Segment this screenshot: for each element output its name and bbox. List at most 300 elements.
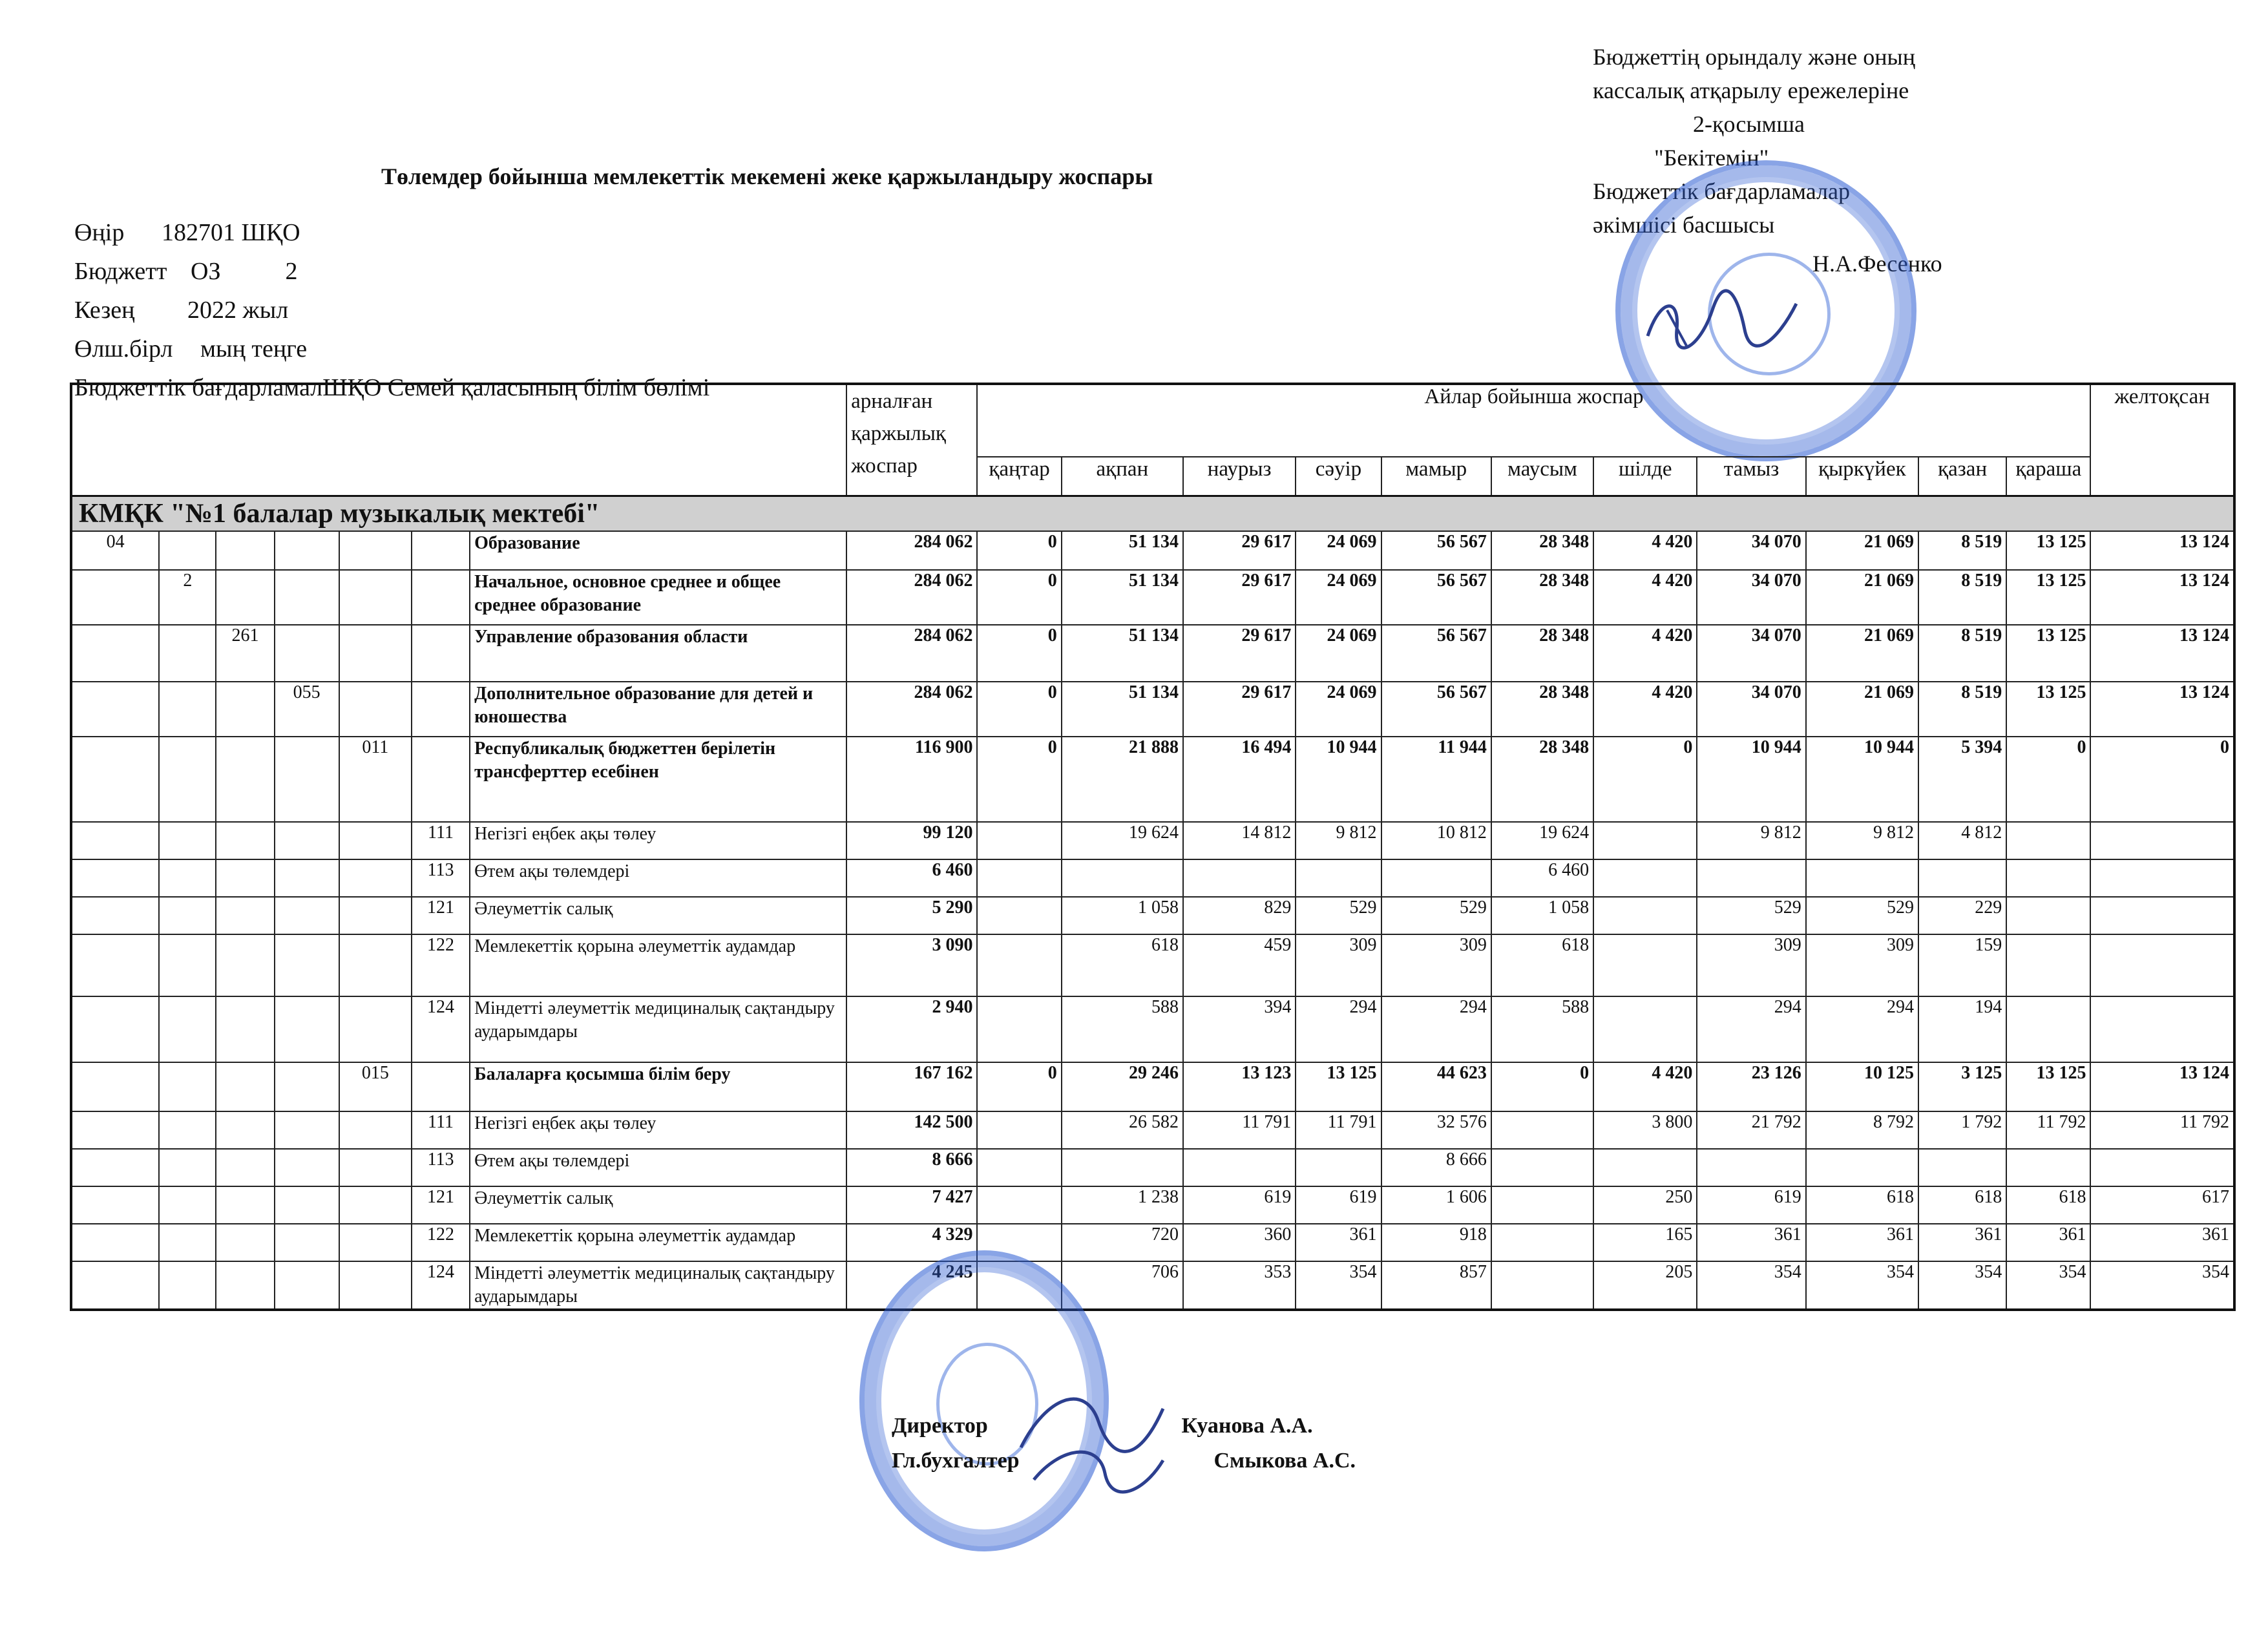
code-cell-c2 xyxy=(159,822,216,859)
code-cell-c2 xyxy=(159,625,216,682)
code-cell-c1 xyxy=(71,934,159,996)
month-amount-apr: 24 069 xyxy=(1296,531,1381,570)
meta-unit-label: Өлш.бірл xyxy=(74,335,173,362)
item-name-cell: Управление образования области xyxy=(470,625,846,682)
table-row xyxy=(71,682,2234,737)
month-amount-oct: 229 xyxy=(1918,897,2006,934)
month-header-may: мамыр xyxy=(1381,457,1491,496)
month-amount-jun: 0 xyxy=(1491,1062,1593,1111)
month-amount-feb: 29 246 xyxy=(1062,1062,1183,1111)
month-amount-apr: 529 xyxy=(1296,897,1381,934)
month-amount-oct: 361 xyxy=(1918,1224,2006,1261)
code-cell-c1 xyxy=(71,1149,159,1186)
month-header-sep: қыркүйек xyxy=(1806,457,1918,496)
annual-amount-cell: 5 290 xyxy=(846,897,977,934)
code-cell-c1 xyxy=(71,1111,159,1149)
handwritten-signature xyxy=(1008,1370,1176,1499)
month-amount-mar: 619 xyxy=(1183,1186,1296,1224)
approval-signer: Н.А.Фесенко xyxy=(1812,251,1942,277)
meta-region-value: 182701 ШҚО xyxy=(162,219,300,246)
month-header-nov: қараша xyxy=(2006,457,2090,496)
item-name-cell: Міндетті әлеуметтік медициналық сақтандыру аударымдары xyxy=(470,996,846,1062)
meta-program-value: ШҚО Семей қаласының білім бөлімі xyxy=(322,374,710,401)
month-amount-jul: 4 420 xyxy=(1593,531,1697,570)
meta-unit-value: мың теңге xyxy=(200,335,308,362)
month-amount-sep: 529 xyxy=(1806,897,1918,934)
month-amount-jul xyxy=(1593,934,1697,996)
month-amount-jan xyxy=(977,1149,1061,1186)
code-cell-c3 xyxy=(216,1186,274,1224)
code-cell-c2 xyxy=(159,531,216,570)
month-amount-jan xyxy=(977,1111,1061,1149)
month-amount-jun: 28 348 xyxy=(1491,625,1593,682)
code-cell-c5 xyxy=(339,1261,412,1310)
annual-amount-cell: 7 427 xyxy=(846,1186,977,1224)
code-cell-c6: 113 xyxy=(412,1149,470,1186)
month-amount-dec: 13 124 xyxy=(2090,531,2234,570)
annual-amount-cell: 284 062 xyxy=(846,531,977,570)
item-name-cell: Дополнительное образование для детей и юношества xyxy=(470,682,846,737)
code-cell-c1 xyxy=(71,822,159,859)
code-cell-c3 xyxy=(216,570,274,625)
code-cell-c2 xyxy=(159,859,216,897)
month-amount-jan: 0 xyxy=(977,737,1061,822)
table-row xyxy=(71,1261,2234,1310)
month-amount-apr: 24 069 xyxy=(1296,570,1381,625)
item-name-cell: Начальное, основное среднее и общее среднее образование xyxy=(470,570,846,625)
annual-amount-cell: 116 900 xyxy=(846,737,977,822)
month-header-aug: тамыз xyxy=(1697,457,1805,496)
code-cell-c1 xyxy=(71,625,159,682)
month-amount-sep: 309 xyxy=(1806,934,1918,996)
month-amount-apr: 619 xyxy=(1296,1186,1381,1224)
code-cell-c4 xyxy=(275,625,339,682)
month-amount-jan xyxy=(977,897,1061,934)
month-amount-apr: 309 xyxy=(1296,934,1381,996)
month-amount-aug: 23 126 xyxy=(1697,1062,1805,1111)
month-amount-jul: 165 xyxy=(1593,1224,1697,1261)
code-cell-c6: 121 xyxy=(412,897,470,934)
month-amount-apr: 11 791 xyxy=(1296,1111,1381,1149)
month-amount-dec: 13 124 xyxy=(2090,625,2234,682)
code-cell-c5 xyxy=(339,625,412,682)
month-amount-nov: 0 xyxy=(2006,737,2090,822)
month-amount-dec xyxy=(2090,1149,2234,1186)
month-amount-jul: 3 800 xyxy=(1593,1111,1697,1149)
month-amount-jun xyxy=(1491,1224,1593,1261)
annual-amount-cell: 99 120 xyxy=(846,822,977,859)
month-amount-mar: 14 812 xyxy=(1183,822,1296,859)
month-amount-nov: 13 125 xyxy=(2006,625,2090,682)
month-amount-may: 11 944 xyxy=(1381,737,1491,822)
code-cell-c2 xyxy=(159,897,216,934)
meta-region xyxy=(74,213,709,252)
month-amount-jan xyxy=(977,822,1061,859)
month-amount-oct: 4 812 xyxy=(1918,822,2006,859)
code-cell-c2 xyxy=(159,737,216,822)
month-amount-jul xyxy=(1593,996,1697,1062)
annual-amount-cell: 6 460 xyxy=(846,859,977,897)
code-cell-c6 xyxy=(412,682,470,737)
month-amount-mar: 29 617 xyxy=(1183,682,1296,737)
code-cell-c6: 124 xyxy=(412,1261,470,1310)
month-amount-nov xyxy=(2006,897,2090,934)
month-amount-aug: 354 xyxy=(1697,1261,1805,1310)
code-cell-c5 xyxy=(339,531,412,570)
item-name-cell: Республикалық бюджеттен берілетін трансферттер есебінен xyxy=(470,737,846,822)
months-plan-header: Айлар бойынша жоспар xyxy=(977,384,2090,457)
month-amount-jan xyxy=(977,996,1061,1062)
month-amount-aug: 529 xyxy=(1697,897,1805,934)
code-cell-c4 xyxy=(275,1224,339,1261)
month-header-dec: желтоқсан xyxy=(2090,384,2234,496)
code-cell-c1 xyxy=(71,996,159,1062)
table-row xyxy=(71,822,2234,859)
month-amount-may: 1 606 xyxy=(1381,1186,1491,1224)
month-amount-jun xyxy=(1491,1261,1593,1310)
month-amount-nov: 13 125 xyxy=(2006,531,2090,570)
month-amount-jan: 0 xyxy=(977,682,1061,737)
month-amount-mar: 16 494 xyxy=(1183,737,1296,822)
month-amount-may: 8 666 xyxy=(1381,1149,1491,1186)
month-amount-dec: 13 124 xyxy=(2090,1062,2234,1111)
month-amount-aug: 34 070 xyxy=(1697,531,1805,570)
month-amount-nov: 13 125 xyxy=(2006,682,2090,737)
code-cell-c6 xyxy=(412,625,470,682)
month-amount-apr xyxy=(1296,1149,1381,1186)
month-amount-oct: 354 xyxy=(1918,1261,2006,1310)
code-cell-c3 xyxy=(216,1149,274,1186)
month-amount-jan xyxy=(977,934,1061,996)
month-amount-nov: 13 125 xyxy=(2006,570,2090,625)
code-cell-c1 xyxy=(71,570,159,625)
month-amount-jun: 28 348 xyxy=(1491,531,1593,570)
month-amount-mar xyxy=(1183,859,1296,897)
month-amount-oct: 3 125 xyxy=(1918,1062,2006,1111)
month-amount-jun: 28 348 xyxy=(1491,737,1593,822)
code-cell-c3 xyxy=(216,737,274,822)
annual-amount-cell: 142 500 xyxy=(846,1111,977,1149)
month-amount-oct: 8 519 xyxy=(1918,682,2006,737)
code-cell-c6 xyxy=(412,531,470,570)
month-amount-may: 918 xyxy=(1381,1224,1491,1261)
accountant-name: Смыкова А.С. xyxy=(1213,1449,1356,1473)
month-amount-feb: 720 xyxy=(1062,1224,1183,1261)
month-amount-apr: 9 812 xyxy=(1296,822,1381,859)
month-amount-jan xyxy=(977,859,1061,897)
month-amount-jul: 4 420 xyxy=(1593,1062,1697,1111)
month-amount-may: 10 812 xyxy=(1381,822,1491,859)
item-name-cell: Негізгі еңбек ақы төлеу xyxy=(470,822,846,859)
month-amount-may xyxy=(1381,859,1491,897)
table-row xyxy=(71,1186,2234,1224)
annual-amount-cell: 4 245 xyxy=(846,1261,977,1310)
meta-period xyxy=(74,291,709,330)
code-cell-c6: 122 xyxy=(412,934,470,996)
month-amount-jun: 28 348 xyxy=(1491,570,1593,625)
month-header-jan: қаңтар xyxy=(977,457,1061,496)
month-amount-sep xyxy=(1806,859,1918,897)
approval-line-3: 2-қосымша xyxy=(1693,111,1805,137)
month-amount-feb: 51 134 xyxy=(1062,682,1183,737)
month-amount-nov: 354 xyxy=(2006,1261,2090,1310)
month-amount-jul: 4 420 xyxy=(1593,682,1697,737)
meta-budget-label: Бюджетт xyxy=(74,258,167,285)
code-cell-c4 xyxy=(275,1149,339,1186)
month-amount-oct xyxy=(1918,1149,2006,1186)
item-name-cell: Міндетті әлеуметтік медициналық сақтандыру аударымдары xyxy=(470,1261,846,1310)
month-amount-jul: 4 420 xyxy=(1593,570,1697,625)
month-amount-feb xyxy=(1062,1149,1183,1186)
item-name-cell: Әлеуметтік салық xyxy=(470,1186,846,1224)
code-cell-c5 xyxy=(339,1111,412,1149)
table-row xyxy=(71,737,2234,822)
month-amount-jan: 0 xyxy=(977,531,1061,570)
code-cell-c4 xyxy=(275,570,339,625)
month-amount-apr: 24 069 xyxy=(1296,625,1381,682)
table-row xyxy=(71,1062,2234,1111)
code-cell-c1 xyxy=(71,682,159,737)
accountant-role: Гл.бухгалтер xyxy=(892,1449,1020,1473)
table-row xyxy=(71,570,2234,625)
month-amount-aug: 10 944 xyxy=(1697,737,1805,822)
code-cell-c4: 055 xyxy=(275,682,339,737)
month-amount-dec: 354 xyxy=(2090,1261,2234,1310)
month-amount-oct: 8 519 xyxy=(1918,531,2006,570)
plan-table xyxy=(70,383,2236,1311)
month-amount-aug: 34 070 xyxy=(1697,682,1805,737)
code-cell-c5 xyxy=(339,682,412,737)
month-amount-dec xyxy=(2090,996,2234,1062)
approval-signature xyxy=(1641,284,1809,362)
meta-period-value: 2022 жыл xyxy=(187,297,289,324)
month-amount-sep: 21 069 xyxy=(1806,531,1918,570)
code-cell-c2 xyxy=(159,1062,216,1111)
approval-line-2: кассалық атқарылу ережелеріне xyxy=(1593,78,1909,103)
month-amount-mar: 11 791 xyxy=(1183,1111,1296,1149)
month-amount-jan: 0 xyxy=(977,625,1061,682)
annual-amount-cell: 4 329 xyxy=(846,1224,977,1261)
month-amount-jun xyxy=(1491,1186,1593,1224)
month-amount-feb: 19 624 xyxy=(1062,822,1183,859)
code-cell-c5: 015 xyxy=(339,1062,412,1111)
month-amount-nov xyxy=(2006,822,2090,859)
code-cell-c6: 113 xyxy=(412,859,470,897)
month-amount-nov xyxy=(2006,934,2090,996)
month-amount-aug: 9 812 xyxy=(1697,822,1805,859)
month-amount-sep: 9 812 xyxy=(1806,822,1918,859)
month-amount-feb: 21 888 xyxy=(1062,737,1183,822)
code-cell-c2 xyxy=(159,934,216,996)
item-name-cell: Әлеуметтік салық xyxy=(470,897,846,934)
month-amount-aug: 619 xyxy=(1697,1186,1805,1224)
header-blank xyxy=(71,384,846,496)
code-cell-c3: 261 xyxy=(216,625,274,682)
month-amount-jul: 0 xyxy=(1593,737,1697,822)
code-cell-c1 xyxy=(71,1261,159,1310)
month-amount-mar: 360 xyxy=(1183,1224,1296,1261)
annual-amount-cell: 284 062 xyxy=(846,682,977,737)
month-amount-oct: 8 519 xyxy=(1918,625,2006,682)
month-header-apr: сәуір xyxy=(1296,457,1381,496)
table-row xyxy=(71,897,2234,934)
code-cell-c5: 011 xyxy=(339,737,412,822)
code-cell-c1 xyxy=(71,1224,159,1261)
month-amount-aug xyxy=(1697,1149,1805,1186)
code-cell-c2: 2 xyxy=(159,570,216,625)
annual-amount-cell: 2 940 xyxy=(846,996,977,1062)
code-cell-c4 xyxy=(275,1261,339,1310)
month-amount-nov: 11 792 xyxy=(2006,1111,2090,1149)
month-amount-may: 56 567 xyxy=(1381,531,1491,570)
month-amount-mar: 13 123 xyxy=(1183,1062,1296,1111)
month-amount-aug xyxy=(1697,859,1805,897)
month-amount-oct: 194 xyxy=(1918,996,2006,1062)
director-name: Куанова А.А. xyxy=(1181,1414,1313,1438)
code-cell-c5 xyxy=(339,1186,412,1224)
month-amount-mar xyxy=(1183,1149,1296,1186)
month-header-jul: шілде xyxy=(1593,457,1697,496)
meta-budget xyxy=(74,252,709,291)
table-row xyxy=(71,1149,2234,1186)
month-amount-nov xyxy=(2006,859,2090,897)
code-cell-c1 xyxy=(71,859,159,897)
month-amount-dec: 11 792 xyxy=(2090,1111,2234,1149)
month-amount-dec: 0 xyxy=(2090,737,2234,822)
month-amount-jun: 588 xyxy=(1491,996,1593,1062)
month-amount-may: 56 567 xyxy=(1381,682,1491,737)
month-header-jun: маусым xyxy=(1491,457,1593,496)
month-amount-oct: 1 792 xyxy=(1918,1111,2006,1149)
code-cell-c4 xyxy=(275,531,339,570)
approval-line-6: әкімшісі басшысы xyxy=(1593,212,1775,238)
code-cell-c3 xyxy=(216,1111,274,1149)
item-name-cell: Мемлекеттік қорына әлеуметтік аудамдар xyxy=(470,934,846,996)
month-amount-oct: 8 519 xyxy=(1918,570,2006,625)
code-cell-c6: 111 xyxy=(412,822,470,859)
code-cell-c4 xyxy=(275,737,339,822)
item-name-cell: Балаларға қосымша білім беру xyxy=(470,1062,846,1111)
month-header-feb: ақпан xyxy=(1062,457,1183,496)
month-amount-feb: 706 xyxy=(1062,1261,1183,1310)
code-cell-c4 xyxy=(275,996,339,1062)
code-cell-c2 xyxy=(159,682,216,737)
table-row xyxy=(71,996,2234,1062)
month-amount-jun xyxy=(1491,1149,1593,1186)
month-amount-jun: 19 624 xyxy=(1491,822,1593,859)
director-role: Директор xyxy=(892,1414,988,1438)
code-cell-c3 xyxy=(216,859,274,897)
code-cell-c3 xyxy=(216,934,274,996)
month-amount-may: 56 567 xyxy=(1381,570,1491,625)
month-amount-jul xyxy=(1593,1149,1697,1186)
code-cell-c2 xyxy=(159,1261,216,1310)
month-amount-sep xyxy=(1806,1149,1918,1186)
month-amount-mar: 459 xyxy=(1183,934,1296,996)
month-amount-mar: 829 xyxy=(1183,897,1296,934)
month-amount-feb: 51 134 xyxy=(1062,531,1183,570)
month-amount-dec xyxy=(2090,822,2234,859)
meta-block xyxy=(74,213,709,407)
code-cell-c2 xyxy=(159,1149,216,1186)
item-name-cell: Өтем ақы төлемдері xyxy=(470,1149,846,1186)
month-amount-jul xyxy=(1593,897,1697,934)
month-amount-sep: 21 069 xyxy=(1806,682,1918,737)
month-amount-mar: 353 xyxy=(1183,1261,1296,1310)
meta-budget-value-2: 2 xyxy=(285,258,298,285)
month-amount-may: 309 xyxy=(1381,934,1491,996)
code-cell-c4 xyxy=(275,934,339,996)
code-cell-c5 xyxy=(339,1224,412,1261)
month-amount-feb: 618 xyxy=(1062,934,1183,996)
month-amount-mar: 29 617 xyxy=(1183,570,1296,625)
meta-program-label: Бюджеттік бағдарламал xyxy=(74,374,323,401)
code-cell-c4 xyxy=(275,859,339,897)
month-amount-apr: 354 xyxy=(1296,1261,1381,1310)
meta-unit xyxy=(74,330,709,368)
month-header-oct: қазан xyxy=(1918,457,2006,496)
month-amount-dec: 13 124 xyxy=(2090,682,2234,737)
month-amount-dec xyxy=(2090,934,2234,996)
month-amount-may: 44 623 xyxy=(1381,1062,1491,1111)
month-amount-nov: 361 xyxy=(2006,1224,2090,1261)
approval-line-1: Бюджеттің орындалу және оның xyxy=(1593,44,1916,70)
month-amount-dec: 617 xyxy=(2090,1186,2234,1224)
code-cell-c2 xyxy=(159,1186,216,1224)
month-header-mar: наурыз xyxy=(1183,457,1296,496)
code-cell-c4 xyxy=(275,1062,339,1111)
code-cell-c2 xyxy=(159,996,216,1062)
month-amount-jan: 0 xyxy=(977,570,1061,625)
month-amount-may: 56 567 xyxy=(1381,625,1491,682)
month-amount-sep: 354 xyxy=(1806,1261,1918,1310)
month-amount-nov: 13 125 xyxy=(2006,1062,2090,1111)
month-amount-feb: 1 238 xyxy=(1062,1186,1183,1224)
code-cell-c6 xyxy=(412,1062,470,1111)
month-amount-sep: 618 xyxy=(1806,1186,1918,1224)
table-row xyxy=(71,531,2234,570)
document-title: Төлемдер бойынша мемлекеттік мекемені жеке қаржыландыру жоспары xyxy=(381,163,1153,189)
month-amount-sep: 294 xyxy=(1806,996,1918,1062)
table-row xyxy=(71,625,2234,682)
code-cell-c5 xyxy=(339,897,412,934)
month-amount-jul: 4 420 xyxy=(1593,625,1697,682)
month-amount-apr: 294 xyxy=(1296,996,1381,1062)
month-amount-dec xyxy=(2090,859,2234,897)
meta-period-label: Кезең xyxy=(74,297,135,324)
annual-amount-cell: 284 062 xyxy=(846,625,977,682)
item-name-cell: Негізгі еңбек ақы төлеу xyxy=(470,1111,846,1149)
code-cell-c3 xyxy=(216,996,274,1062)
month-amount-apr: 10 944 xyxy=(1296,737,1381,822)
item-name-cell: Өтем ақы төлемдері xyxy=(470,859,846,897)
month-amount-sep: 21 069 xyxy=(1806,625,1918,682)
code-cell-c4 xyxy=(275,822,339,859)
month-amount-dec xyxy=(2090,897,2234,934)
month-amount-dec: 361 xyxy=(2090,1224,2234,1261)
approval-line-4: "Бекітемін" xyxy=(1654,145,1769,171)
code-cell-c6: 122 xyxy=(412,1224,470,1261)
month-amount-dec: 13 124 xyxy=(2090,570,2234,625)
code-cell-c3 xyxy=(216,531,274,570)
month-amount-jun: 6 460 xyxy=(1491,859,1593,897)
month-amount-jul: 205 xyxy=(1593,1261,1697,1310)
month-amount-sep: 21 069 xyxy=(1806,570,1918,625)
month-amount-jun: 618 xyxy=(1491,934,1593,996)
month-amount-may: 32 576 xyxy=(1381,1111,1491,1149)
month-amount-may: 294 xyxy=(1381,996,1491,1062)
month-amount-may: 529 xyxy=(1381,897,1491,934)
